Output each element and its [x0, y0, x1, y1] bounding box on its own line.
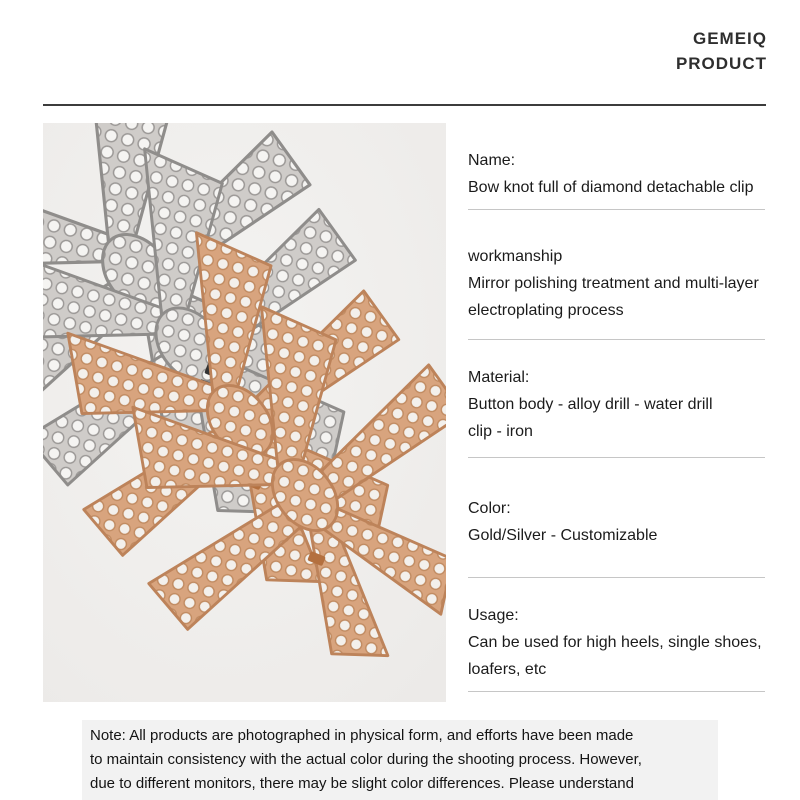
- header-rule: [43, 104, 766, 106]
- spec-label: workmanship: [468, 248, 563, 265]
- brand-header: [676, 26, 767, 76]
- note-line: Note: All products are photographed in physical form, and efforts have been made: [90, 727, 634, 744]
- note-line: due to different monitors, there may be slight color differences. Please understand: [90, 775, 634, 792]
- spec-section-workmanship: [468, 243, 798, 324]
- spec-label: Material:: [468, 369, 530, 386]
- spec-value: Mirror polishing treatment and multi-layer: [468, 275, 759, 292]
- section-divider: [468, 691, 765, 692]
- note-line: to maintain consistency with the actual color during the shooting process. However,: [90, 751, 642, 768]
- spec-section-color: [468, 495, 798, 549]
- product-photo: [43, 123, 446, 702]
- spec-value: electroplating process: [468, 302, 624, 319]
- spec-value: clip - iron: [468, 423, 533, 440]
- spec-value: Can be used for high heels, single shoes,: [468, 634, 762, 651]
- spec-value: Bow knot full of diamond detachable clip: [468, 179, 754, 196]
- spec-value: loafers, etc: [468, 661, 547, 678]
- spec-label: Usage:: [468, 607, 519, 624]
- section-divider: [468, 457, 765, 458]
- spec-section-name: [468, 147, 798, 201]
- product-photo-image: [43, 123, 446, 702]
- section-divider: [468, 339, 765, 340]
- spec-label: Name:: [468, 152, 516, 169]
- spec-section-usage: [468, 602, 798, 683]
- spec-value: Gold/Silver - Customizable: [468, 527, 658, 544]
- brand-line-2: PRODUCT: [675, 54, 767, 73]
- spec-label: Color:: [468, 500, 511, 517]
- section-divider: [468, 209, 765, 210]
- spec-section-material: [468, 364, 798, 445]
- section-divider: [468, 577, 765, 578]
- spec-value: Button body - alloy drill - water drill: [468, 396, 713, 413]
- photography-note: [82, 720, 718, 800]
- brand-line-1: GEMEIQ: [692, 29, 767, 48]
